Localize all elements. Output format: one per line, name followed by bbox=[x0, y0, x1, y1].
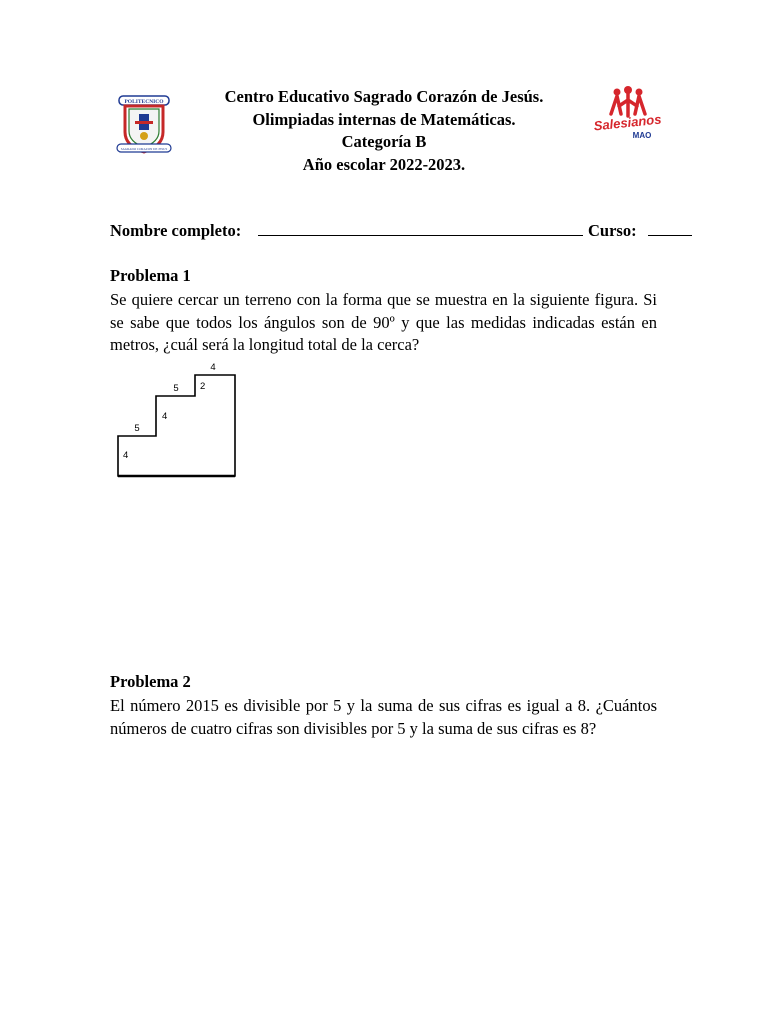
student-info-row bbox=[110, 221, 694, 243]
salesianos-subtext: MAO bbox=[632, 131, 652, 140]
crest-bottom-text: SAGRADO CORAZON DE JESUS bbox=[120, 147, 168, 151]
name-blank-line[interactable] bbox=[258, 235, 583, 236]
event-name: Olimpiadas internas de Matemáticas. bbox=[252, 109, 516, 129]
problem1-title: Problema 1 bbox=[110, 266, 191, 285]
label-upper-step: 5 bbox=[173, 383, 179, 394]
label-top: 4 bbox=[210, 362, 216, 373]
document-header bbox=[150, 86, 618, 176]
salesianos-text: Salesianos bbox=[592, 111, 663, 134]
crest-top-text: POLITECNICO bbox=[124, 99, 164, 105]
problem1-text: Se quiere cercar un terreno con la forma que se muestra en la siguiente figura. Si se sabe que todos los ángulos son de 90º y que las medidas indicadas están en metros, ¿cuál será la longitud total de la cerca? bbox=[110, 290, 657, 354]
label-middle-rise: 4 bbox=[162, 411, 168, 422]
label-step-right: 2 bbox=[200, 381, 206, 392]
course-blank-line[interactable] bbox=[648, 235, 692, 236]
school-year: Año escolar 2022-2023. bbox=[302, 154, 466, 174]
problem2-text: El número 2015 es divisible por 5 y la suma de sus cifras es igual a 8. ¿Cuántos números de cuatro cifras son divisibles por 5 y la suma de sus cifras es 8? bbox=[110, 696, 657, 738]
problem2-title: Problema 2 bbox=[110, 672, 191, 691]
label-left-side: 4 bbox=[123, 450, 129, 461]
category: Categoría B bbox=[341, 132, 427, 151]
name-label: Nombre completo: bbox=[110, 221, 242, 240]
school-name: Centro Educativo Sagrado Corazón de Jesús. bbox=[224, 87, 544, 106]
label-lower-step: 5 bbox=[134, 423, 140, 434]
staircase-figure bbox=[112, 360, 242, 482]
course-label: Curso: bbox=[588, 221, 637, 240]
